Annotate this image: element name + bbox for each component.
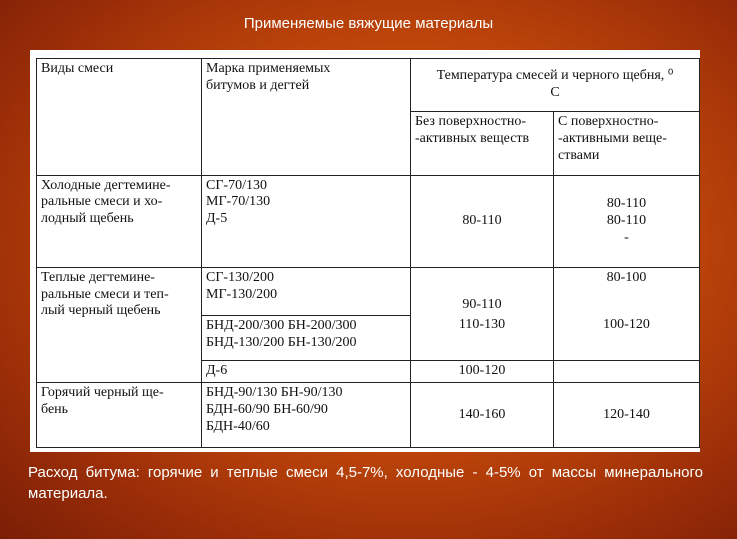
- row-warm-with-2: 100-120: [554, 315, 700, 360]
- header-temperature: Температура смесей и черного щебня, ⁰ С: [411, 59, 700, 112]
- row-warm-type: Теплые дегтемине- ральные смеси и теп- лый черный щебень: [37, 267, 202, 383]
- row-hot-type: Горячий черный ще- бень: [37, 383, 202, 448]
- row-warm-without-3: 100-120: [411, 360, 554, 383]
- header-without-surfactants: Без поверхностно- -активных веществ: [411, 112, 554, 175]
- binder-materials-table: [36, 58, 700, 448]
- row-hot-grades: БНД-90/130 БН-90/130 БДН-60/90 БН-60/90 БДН-40/60: [202, 383, 411, 448]
- row-cold-type: Холодные дегтемине- ральные смеси и хо- лодный щебень: [37, 175, 202, 267]
- header-mix-type: Виды смеси: [37, 59, 202, 176]
- bitumen-consumption-note: Расход битума: горячие и теплые смеси 4,5-7%, холодные - 4-5% от массы минерального материала.: [28, 464, 703, 502]
- row-warm-grades-3: Д-6: [202, 360, 411, 383]
- row-warm-with-1: 80-100: [554, 267, 700, 315]
- row-cold-without: 80-110: [411, 175, 554, 267]
- header-grades: Марка применяемых битумов и дегтей: [202, 59, 411, 176]
- slide-title: Применяемые вяжущие материалы: [243, 15, 494, 32]
- row-warm-without-1: 90-110: [411, 267, 554, 315]
- row-warm-grades-1: СГ-130/200 МГ-130/200: [202, 267, 411, 315]
- scanned-table-image: [30, 50, 700, 452]
- row-warm-grades-2: БНД-200/300 БН-200/300 БНД-130/200 БН-130/200: [202, 315, 411, 360]
- row-cold-with: 80-110 80-110 -: [554, 175, 700, 267]
- header-with-surfactants: С поверхностно- -активными веще- ствами: [554, 112, 700, 175]
- row-hot-without: 140-160: [411, 383, 554, 448]
- row-cold-grades: СГ-70/130 МГ-70/130 Д-5: [202, 175, 411, 267]
- row-hot-with: 120-140: [554, 383, 700, 448]
- row-warm-without-2: 110-130: [411, 315, 554, 360]
- row-warm-with-3: [554, 360, 700, 383]
